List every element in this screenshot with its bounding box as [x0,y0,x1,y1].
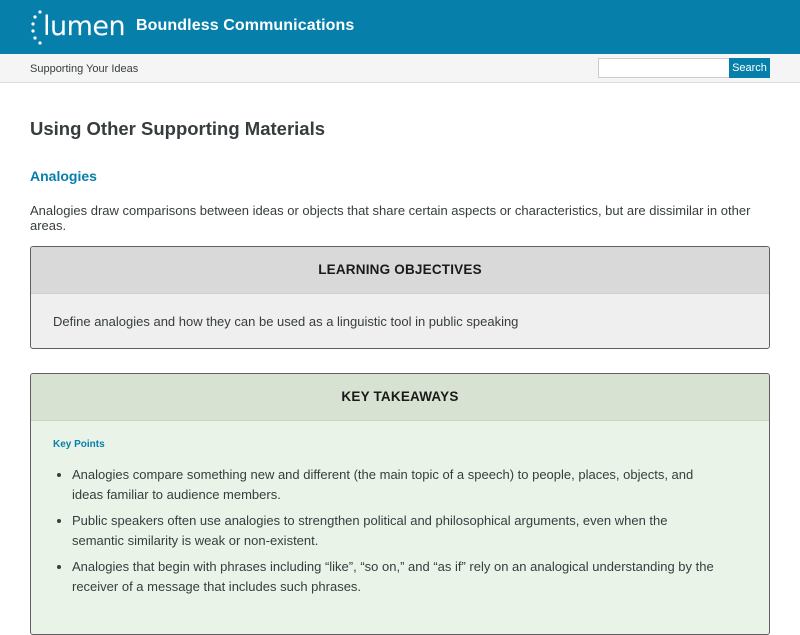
lumen-logo[interactable] [31,8,126,46]
search-button[interactable]: Search [729,58,770,78]
learning-objectives-text: Define analogies and how they can be used as a linguistic tool in public speaking [53,314,519,329]
top-header-bar [0,0,800,54]
lumen-logo-icon [31,8,43,46]
key-point-item: • Public speakers often use analogies to strengthen political and philosophical arguments, even when the semantic similarity is weak or non-existent. [72,511,722,550]
learning-objectives-box [30,246,770,349]
page-title: Using Other Supporting Materials [30,118,325,139]
key-points-label: Key Points [53,439,105,450]
section-title: Analogies [30,168,97,184]
key-point-item: • Analogies compare something new and different (the main topic of a speech) to people, places, objects, and ideas familiar to audience members. [72,465,722,504]
intro-paragraph: Analogies draw comparisons between ideas or objects that share certain aspects or characteristics, but are dissimilar in other areas. [30,203,751,233]
key-point-item: • Analogies that begin with phrases including “like”, “so on,” and “as if” rely on an analogical understanding by the receiver of a message that includes such phrases. [72,557,722,596]
search-input[interactable] [598,58,730,78]
book-title-link[interactable]: Boundless Communications [136,17,355,34]
key-takeaways-box [30,373,770,635]
lumen-logo-text: lumen [43,11,126,42]
key-points-list [53,465,722,603]
key-takeaways-heading: KEY TAKEAWAYS [31,374,769,421]
chapter-title-link[interactable]: Supporting Your Ideas [30,63,139,75]
learning-objectives-heading: LEARNING OBJECTIVES [31,247,769,294]
